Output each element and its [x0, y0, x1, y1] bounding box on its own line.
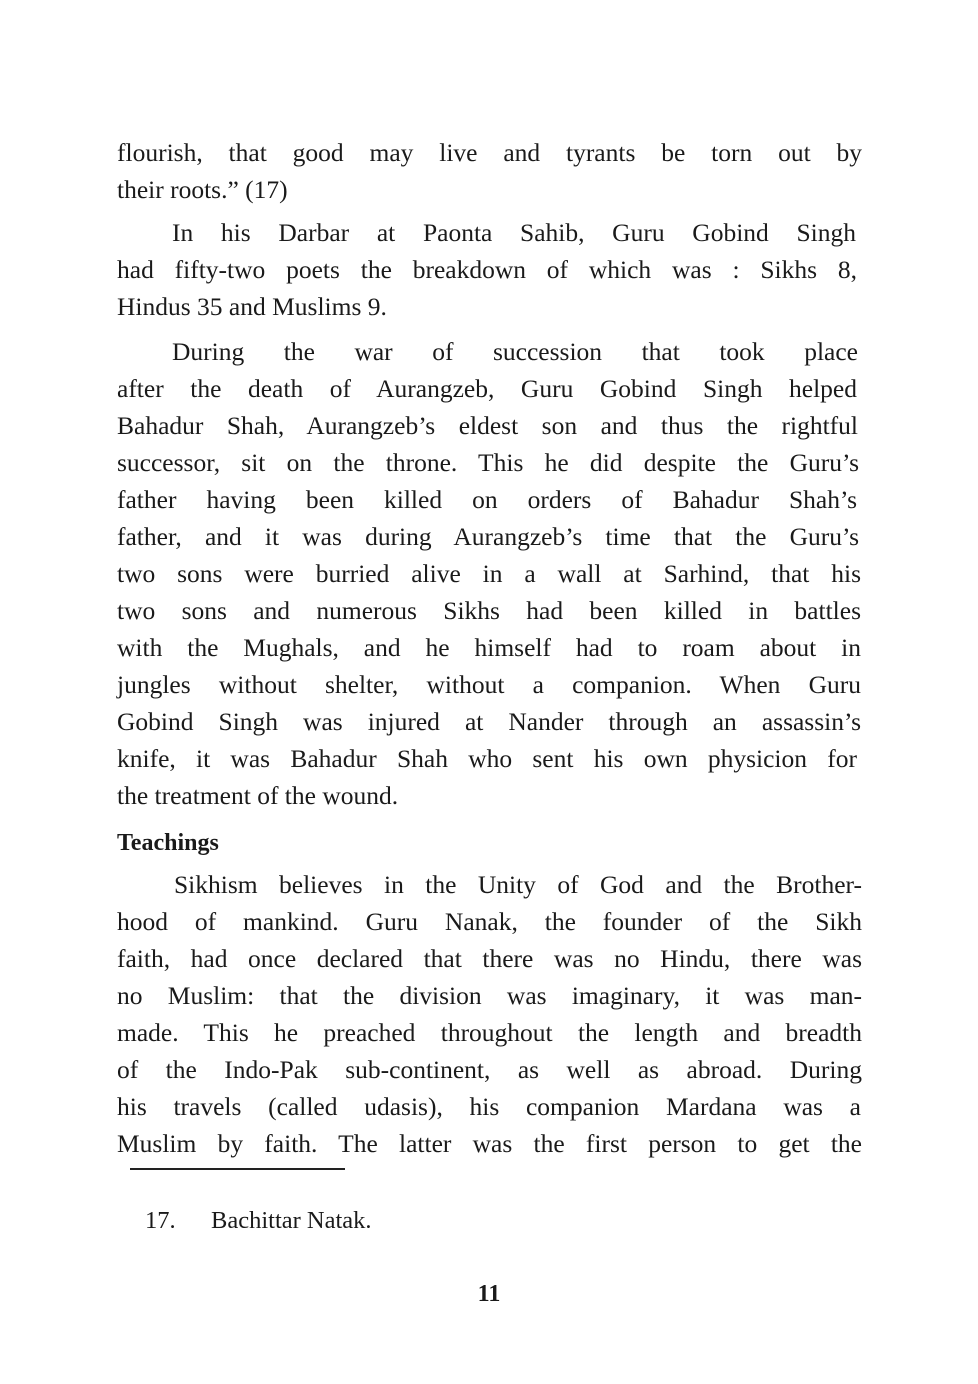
footnote-number: 17.: [145, 1207, 176, 1234]
text-line: their roots.” (17): [117, 175, 288, 204]
section-heading: Teachings: [117, 830, 219, 856]
text-line: Muslim by faith. The latter was the first person to get the: [117, 1129, 862, 1158]
text-line: after the death of Aurangzeb, Guru Gobind Singh helped: [117, 374, 857, 403]
text-line: Sikhism believes in the Unity of God and the Brother-: [174, 870, 862, 899]
page-number: 11: [477, 1281, 501, 1307]
text-line: knife, it was Bahadur Shah who sent his own physicion for: [117, 744, 857, 773]
text-line: In his Darbar at Paonta Sahib, Guru Gobind Singh: [172, 218, 856, 247]
text-line: flourish, that good may live and tyrants be torn out by: [117, 138, 862, 167]
text-line: father having been killed on orders of Bahadur Shah’s: [117, 485, 857, 514]
text-line: the treatment of the wound.: [117, 781, 399, 810]
text-line: Hindus 35 and Muslims 9.: [117, 292, 387, 321]
text-line: successor, sit on the throne. This he did despite the Guru’s: [117, 448, 859, 477]
text-line: two sons were burried alive in a wall at Sarhind, that his: [117, 559, 861, 588]
text-line: made. This he preached throughout the length and breadth: [117, 1018, 862, 1047]
text-line: with the Mughals, and he himself had to roam about in: [117, 633, 861, 662]
text-line: jungles without shelter, without a companion. When Guru: [117, 670, 861, 699]
text-line: Bahadur Shah, Aurangzeb’s eldest son and thus the rightful: [117, 411, 858, 440]
text-line: his travels (called udasis), his companion Mardana was a: [117, 1092, 861, 1121]
text-line: During the war of succession that took place: [172, 337, 858, 366]
text-line: had fifty-two poets the breakdown of which was : Sikhs 8,: [117, 255, 857, 284]
footnote-text: Bachittar Natak.: [211, 1207, 372, 1234]
text-line: faith, had once declared that there was no Hindu, there was: [117, 944, 862, 973]
text-line: no Muslim: that the division was imaginary, it was man-: [117, 981, 862, 1010]
text-line: Gobind Singh was injured at Nander through an assassin’s: [117, 707, 861, 736]
text-line: two sons and numerous Sikhs had been killed in battles: [117, 596, 861, 625]
footnote-rule: [130, 1168, 345, 1170]
text-line: of the Indo-Pak sub-continent, as well as abroad. During: [117, 1055, 862, 1084]
footnote: [145, 1202, 372, 1239]
text-line: hood of mankind. Guru Nanak, the founder of the Sikh: [117, 907, 862, 936]
text-line: father, and it was during Aurangzeb’s time that the Guru’s: [117, 522, 859, 551]
